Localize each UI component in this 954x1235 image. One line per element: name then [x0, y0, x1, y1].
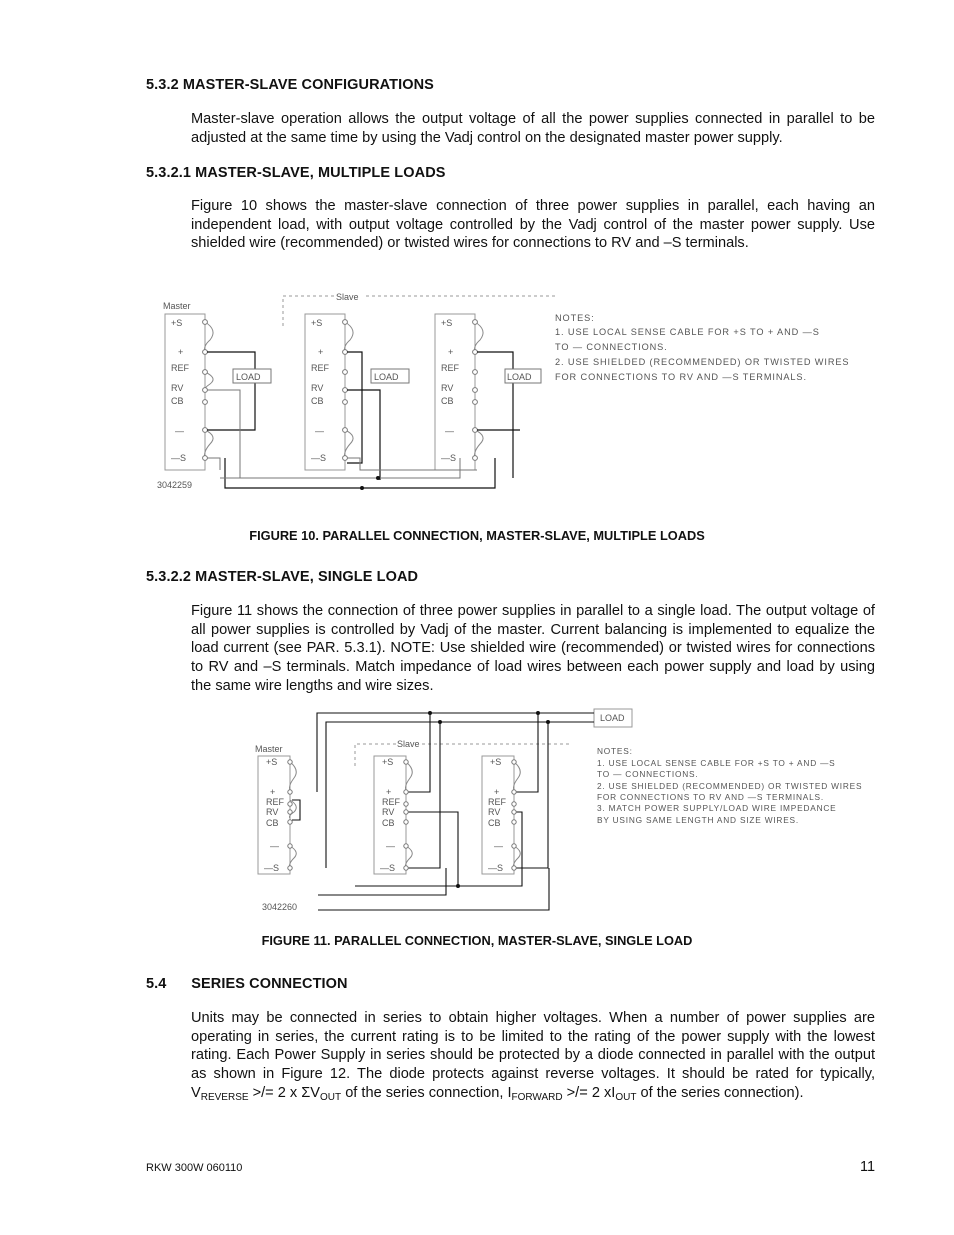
- section-body-5-3-2: Master-slave operation allows the output voltage of all the power supplies connected in parallel to be adjusted at the same time by using the Vadj control on the designated master power supply.: [191, 111, 875, 146]
- svg-text:2. USE SHIELDED (RECOMMENDED): 2. USE SHIELDED (RECOMMENDED) OR TWISTED WIRES: [597, 781, 863, 791]
- section-body-5-4: Units may be connected in series to obtain higher voltages. When a number of power supplies are operating in series, the current rating is to be limited to the rating of the power supply with the lowest rating. Each Power Supply in series should be protected by a diode connected in parallel with the output as shown in Figure 12. The diode protects against reverse voltages. It should be rated for typically, $V_{REVERSE}$ >/= 2 x $\Sigma V_{OUT}$ of the series connection, $I_{FORWARD}$ >/= 2 $xI_{OUT}$ of the series connection).: [191, 1010, 875, 1103]
- figure-10-notes: [555, 313, 849, 382]
- svg-text:+: +: [318, 347, 324, 357]
- svg-text:—S: —S: [380, 863, 396, 873]
- svg-text:—: —: [175, 426, 184, 436]
- svg-text:FOR CONNECTIONS TO RV AND —S T: FOR CONNECTIONS TO RV AND —S TERMINALS.: [597, 792, 824, 802]
- load-label: LOAD: [507, 372, 532, 382]
- footer-doc-id: RKW 300W 060110: [146, 1162, 243, 1174]
- svg-text:REF: REF: [488, 797, 506, 807]
- section-heading-5-3-2-1: 5.3.2.1 MASTER-SLAVE, MULTIPLE LOADS: [146, 165, 446, 181]
- svg-text:CB: CB: [488, 818, 501, 828]
- load-label: LOAD: [600, 713, 625, 723]
- svg-text:—: —: [315, 426, 324, 436]
- figure-11-diagram: [250, 704, 870, 918]
- svg-text:REF: REF: [266, 797, 284, 807]
- section-heading-5-3-2: 5.3.2 MASTER-SLAVE CONFIGURATIONS: [146, 77, 434, 93]
- svg-text:+S: +S: [490, 757, 502, 767]
- svg-text:TO — CONNECTIONS.: TO — CONNECTIONS.: [555, 342, 668, 352]
- svg-text:CB: CB: [171, 396, 184, 406]
- master-label: Master: [163, 301, 191, 311]
- figure-11-notes: [597, 746, 862, 825]
- svg-text:TO — CONNECTIONS.: TO — CONNECTIONS.: [597, 769, 699, 779]
- page-number: 11: [860, 1159, 876, 1175]
- svg-text:CB: CB: [441, 396, 454, 406]
- svg-text:CB: CB: [311, 396, 324, 406]
- slave-label: Slave: [397, 739, 420, 749]
- svg-text:+S: +S: [311, 318, 323, 328]
- svg-text:RV: RV: [266, 807, 279, 817]
- section-heading-5-4: 5.4 SERIES CONNECTION: [146, 976, 348, 992]
- drawing-number: 3042260: [262, 902, 298, 912]
- svg-text:3. MATCH POWER SUPPLY/LOAD WIR: 3. MATCH POWER SUPPLY/LOAD WIRE IMPEDANCE: [597, 803, 837, 813]
- svg-text:+: +: [448, 347, 454, 357]
- svg-text:RV: RV: [441, 383, 454, 393]
- svg-text:REF: REF: [171, 363, 189, 373]
- svg-text:RV: RV: [382, 807, 395, 817]
- svg-text:BY USING SAME LENGTH AND SIZE: BY USING SAME LENGTH AND SIZE WIRES.: [597, 815, 799, 825]
- svg-text:RV: RV: [311, 383, 324, 393]
- svg-text:—S: —S: [311, 453, 327, 463]
- slave-label: Slave: [336, 292, 359, 302]
- figure-11-caption: FIGURE 11. PARALLEL CONNECTION, MASTER-SLAVE, SINGLE LOAD: [261, 933, 693, 948]
- svg-text:+S: +S: [266, 757, 278, 767]
- section-body-5-3-2-2: Figure 11 shows the connection of three power supplies in parallel to a single load. The output voltage of all power supplies is controlled by Vadj of the master. Current balancing is implemented to equalize the load current (see PAR. 5.3.1). NOTE: Use shielded wire (recommended) or twisted wires for connections to RV and –S terminals. Match impedance of load wires between each power supply and load by using the same wire lengths and wire sizes.: [191, 603, 875, 694]
- svg-text:REF: REF: [382, 797, 400, 807]
- figure-10-diagram: [150, 288, 870, 498]
- svg-text:+: +: [270, 787, 276, 797]
- figure-10-caption: FIGURE 10. PARALLEL CONNECTION, MASTER-SLAVE, MULTIPLE LOADS: [249, 528, 705, 543]
- section-body-5-3-2-1: Figure 10 shows the master-slave connection of three power supplies in parallel, each having an independent load, with output voltage controlled by the Vadj control of the master power supply. Use shielded wire (recommended) or twisted wires for connections to RV and –S terminals.: [191, 198, 875, 252]
- svg-text:CB: CB: [382, 818, 395, 828]
- svg-text:+S: +S: [382, 757, 394, 767]
- svg-text:NOTES:: NOTES:: [555, 313, 595, 323]
- svg-text:—S: —S: [171, 453, 187, 463]
- svg-text:+S: +S: [171, 318, 183, 328]
- load-label: LOAD: [236, 372, 261, 382]
- svg-text:—: —: [270, 841, 279, 851]
- svg-text:—S: —S: [264, 863, 280, 873]
- master-label: Master: [255, 744, 283, 754]
- svg-text:1. USE LOCAL SENSE CABLE FOR +: 1. USE LOCAL SENSE CABLE FOR +S TO + AND —S: [597, 758, 836, 768]
- svg-text:—: —: [386, 841, 395, 851]
- svg-text:+: +: [386, 787, 392, 797]
- svg-text:REF: REF: [311, 363, 329, 373]
- svg-text:+: +: [494, 787, 500, 797]
- svg-text:+S: +S: [441, 318, 453, 328]
- svg-text:—S: —S: [488, 863, 504, 873]
- svg-text:—: —: [494, 841, 503, 851]
- svg-text:2. USE SHIELDED (RECOMMENDED): 2. USE SHIELDED (RECOMMENDED) OR TWISTED WIRES: [555, 357, 850, 367]
- drawing-number: 3042259: [157, 480, 193, 490]
- svg-text:FOR CONNECTIONS TO RV AND —S T: FOR CONNECTIONS TO RV AND —S TERMINALS.: [555, 372, 807, 382]
- svg-text:NOTES:: NOTES:: [597, 746, 633, 756]
- svg-text:RV: RV: [488, 807, 501, 817]
- svg-text:1. USE LOCAL SENSE CABLE FOR +: 1. USE LOCAL SENSE CABLE FOR +S TO + AND —S: [555, 327, 820, 337]
- load-label: LOAD: [374, 372, 399, 382]
- section-heading-5-3-2-2: 5.3.2.2 MASTER-SLAVE, SINGLE LOAD: [146, 569, 419, 585]
- svg-text:CB: CB: [266, 818, 279, 828]
- svg-text:REF: REF: [441, 363, 459, 373]
- svg-text:—: —: [445, 426, 454, 436]
- svg-text:RV: RV: [171, 383, 184, 393]
- svg-text:+: +: [178, 347, 184, 357]
- svg-text:—S: —S: [441, 453, 457, 463]
